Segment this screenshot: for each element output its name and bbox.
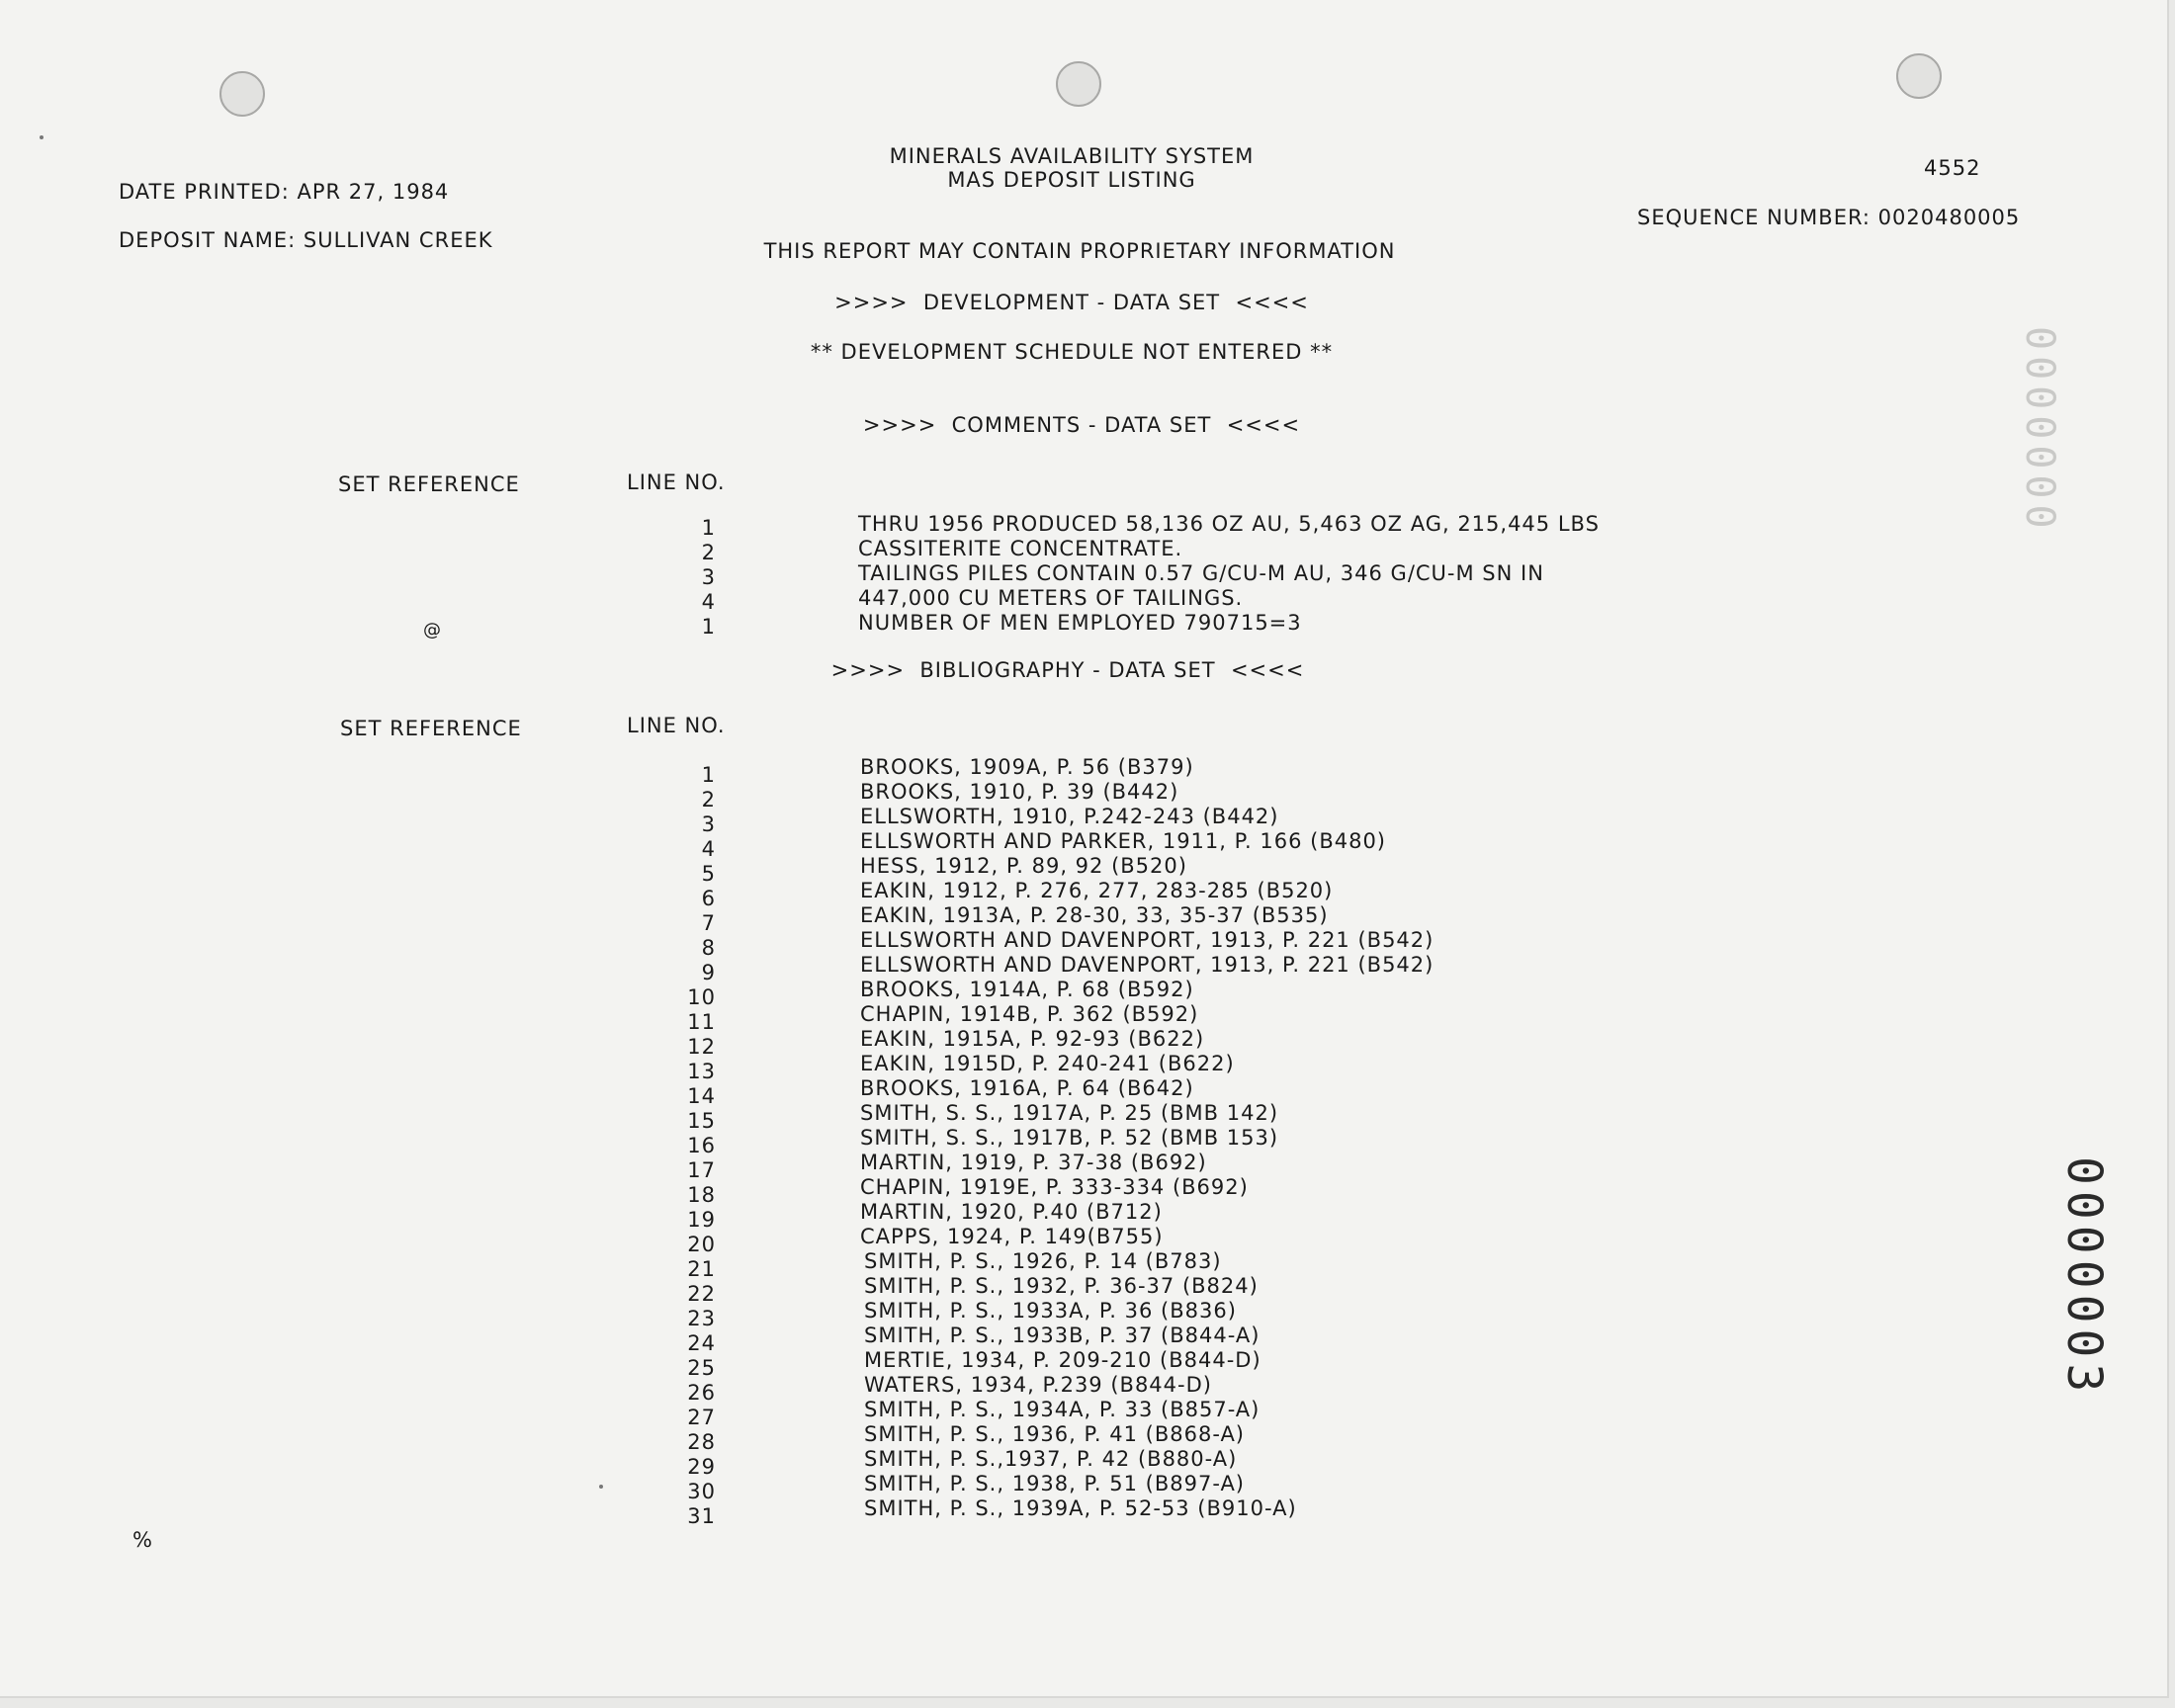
bibliography-line-no: 2 [701,788,716,811]
bibliography-entry: SMITH, P. S., 1938, P. 51 (B897-A) [864,1472,1246,1495]
development-heading: >>>> DEVELOPMENT - DATA SET <<<< [834,291,1309,314]
bibliography-line-no: 20 [687,1233,716,1256]
bibliography-entry: BROOKS, 1909A, P. 56 (B379) [860,755,1194,779]
page-number: 4552 [1924,156,1981,180]
bibliography-line-no: 16 [687,1134,716,1157]
comment-text: 447,000 CU METERS OF TAILINGS. [858,586,1244,610]
bibliography-entry: SMITH, P. S.,1937, P. 42 (B880-A) [864,1447,1238,1471]
bibliography-entry: MARTIN, 1920, P.40 (B712) [860,1200,1163,1224]
bibliography-line-no: 10 [687,985,716,1009]
bibliography-line-no: 12 [687,1035,716,1059]
comment-line-no: 4 [701,590,716,614]
bibliography-entry: SMITH, P. S., 1939A, P. 52-53 (B910-A) [864,1496,1297,1520]
bibliography-entry: ELLSWORTH, 1910, P.242-243 (B442) [860,805,1279,828]
margin-stamp-top: 0000000 [2017,326,2062,535]
bibliography-entry: EAKIN, 1915D, P. 240-241 (B622) [860,1052,1235,1075]
bibliography-entry: ELLSWORTH AND DAVENPORT, 1913, P. 221 (B542) [860,928,1435,952]
comment-text: CASSITERITE CONCENTRATE. [858,537,1183,560]
bibliography-entry: SMITH, S. S., 1917A, P. 25 (BMB 142) [860,1101,1279,1125]
speck [599,1485,603,1489]
bibliography-line-no: 5 [701,862,716,886]
bibliography-entry: BROOKS, 1916A, P. 64 (B642) [860,1076,1194,1100]
bibliography-entry: EAKIN, 1915A, P. 92-93 (B622) [860,1027,1205,1051]
bibliography-line-no: 27 [687,1406,716,1429]
bibliography-entry: SMITH, P. S., 1926, P. 14 (B783) [864,1249,1222,1273]
bibliography-line-no: 30 [687,1480,716,1503]
sequence-number: SEQUENCE NUMBER: 0020480005 [1637,206,2021,229]
comment-text: TAILINGS PILES CONTAIN 0.57 G/CU-M AU, 346 G/CU-M SN IN [858,561,1544,585]
binder-hole-center [1056,61,1101,107]
bibliography-entry: BROOKS, 1914A, P. 68 (B592) [860,978,1194,1001]
bibliography-line-no: 7 [701,911,716,935]
bibliography-entry: MARTIN, 1919, P. 37-38 (B692) [860,1151,1207,1174]
percent-mark: % [132,1528,153,1552]
bibliography-line-no: 22 [687,1282,716,1306]
proprietary-notice: THIS REPORT MAY CONTAIN PROPRIETARY INFORMATION [763,239,1396,263]
comments-col-line-no: LINE NO. [627,470,726,494]
comments-heading: >>>> COMMENTS - DATA SET <<<< [862,413,1301,437]
bibliography-line-no: 19 [687,1208,716,1232]
comment-text: THRU 1956 PRODUCED 58,136 OZ AU, 5,463 OZ AG, 215,445 LBS [858,512,1600,536]
bibliography-entry: SMITH, P. S., 1932, P. 36-37 (B824) [864,1274,1259,1298]
bibliography-line-no: 1 [701,763,716,787]
comment-line-no: 3 [701,565,716,589]
bibliography-line-no: 21 [687,1257,716,1281]
bibliography-line-no: 28 [687,1430,716,1454]
bibliography-line-no: 26 [687,1381,716,1405]
bibliography-line-no: 29 [687,1455,716,1479]
bibliography-entry: MERTIE, 1934, P. 209-210 (B844-D) [864,1348,1262,1372]
bibliography-entry: CHAPIN, 1919E, P. 333-334 (B692) [860,1175,1249,1199]
bibliography-entry: SMITH, P. S., 1933A, P. 36 (B836) [864,1299,1237,1323]
bibliography-entry: CHAPIN, 1914B, P. 362 (B592) [860,1002,1199,1026]
system-title: MINERALS AVAILABILITY SYSTEM [889,144,1255,168]
binder-hole-left [219,71,265,117]
bibliography-entry: SMITH, P. S., 1936, P. 41 (B868-A) [864,1422,1246,1446]
bibliography-entry: SMITH, S. S., 1917B, P. 52 (BMB 153) [860,1126,1279,1150]
bibliography-entry: HESS, 1912, P. 89, 92 (B520) [860,854,1187,878]
bibliography-line-no: 9 [701,961,716,984]
margin-stamp-bottom: 0000003 [2056,1156,2112,1399]
bibliography-line-no: 14 [687,1084,716,1108]
deposit-name: DEPOSIT NAME: SULLIVAN CREEK [119,228,493,252]
bibliography-line-no: 25 [687,1356,716,1380]
bibliography-line-no: 4 [701,837,716,861]
bibliography-line-no: 18 [687,1183,716,1207]
speck [40,135,44,139]
bibliography-line-no: 11 [687,1010,716,1034]
bibliography-heading: >>>> BIBLIOGRAPHY - DATA SET <<<< [830,658,1305,682]
bibliography-entry: SMITH, P. S., 1933B, P. 37 (B844-A) [864,1324,1261,1347]
date-printed: DATE PRINTED: APR 27, 1984 [119,180,450,204]
binder-hole-right [1896,53,1942,99]
bibliography-entry: ELLSWORTH AND DAVENPORT, 1913, P. 221 (B542) [860,953,1435,977]
bibliography-entry: EAKIN, 1912, P. 276, 277, 283-285 (B520) [860,879,1334,902]
bibliography-line-no: 6 [701,887,716,910]
comments-col-set-reference: SET REFERENCE [338,472,520,496]
bibliography-line-no: 17 [687,1158,716,1182]
bibliography-line-no: 8 [701,936,716,960]
bibliography-entry: CAPPS, 1924, P. 149(B755) [860,1225,1164,1248]
bibliography-entry: EAKIN, 1913A, P. 28-30, 33, 35-37 (B535) [860,903,1329,927]
comment-line-no: 2 [701,541,716,564]
bibliography-entry: ELLSWORTH AND PARKER, 1911, P. 166 (B480) [860,829,1386,853]
bibliography-entry: SMITH, P. S., 1934A, P. 33 (B857-A) [864,1398,1261,1421]
bibliography-line-no: 13 [687,1060,716,1083]
comment-line-no: 1 [701,516,716,540]
development-note: ** DEVELOPMENT SCHEDULE NOT ENTERED ** [810,340,1334,364]
bibliography-line-no: 24 [687,1331,716,1355]
bibliography-line-no: 31 [687,1504,716,1528]
bibliography-col-set-reference: SET REFERENCE [340,717,522,740]
bibliography-line-no: 15 [687,1109,716,1133]
bibliography-col-line-no: LINE NO. [627,714,726,737]
listing-title: MAS DEPOSIT LISTING [947,168,1196,192]
comments-set-marker: @ [423,620,442,640]
bibliography-entry: BROOKS, 1910, P. 39 (B442) [860,780,1179,804]
bibliography-entry: WATERS, 1934, P.239 (B844-D) [864,1373,1212,1397]
comment-line-no: 1 [701,615,716,639]
comment-text: NUMBER OF MEN EMPLOYED 790715=3 [858,611,1302,635]
bibliography-line-no: 23 [687,1307,716,1330]
bibliography-line-no: 3 [701,812,716,836]
